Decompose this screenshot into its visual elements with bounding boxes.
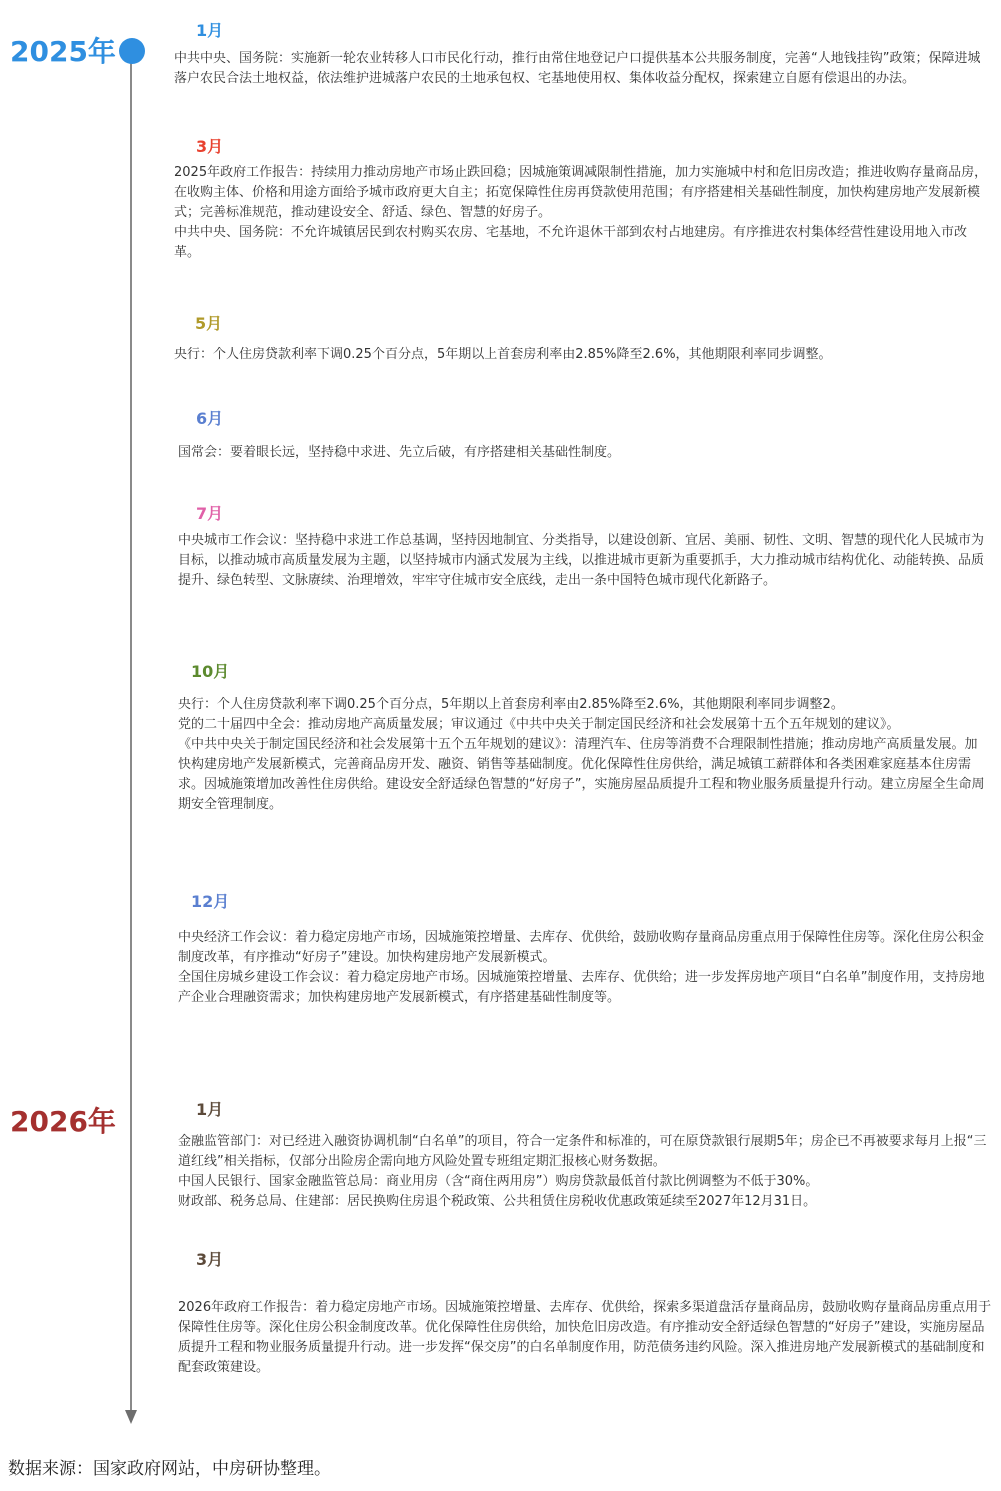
event-line: 国常会：要着眼长远，坚持稳中求进、先立后破，有序搭建相关基础性制度。	[178, 445, 621, 460]
event-line: 金融监管部门：对已经进入融资协调机制“白名单”的项目，符合一定条件和标准的，可在原贷款银行展期5年；房企已不再被要求每月上报“三道红线”相关指标，仅部分出险房企需向地方风险处置专班组定期汇报核心财务数据。	[178, 1134, 987, 1169]
month-label: 10月	[191, 662, 230, 681]
event-line: 中国人民银行、国家金融监管总局：商业用房（含“商住两用房”）购房贷款最低首付款比例调整为不低于30%。	[178, 1174, 819, 1189]
month-label: 1月	[196, 1100, 224, 1119]
event-line: 中共中央、国务院：不允许城镇居民到农村购买农房、宅基地，不允许退休干部到农村占地建房。有序推进农村集体经营性建设用地入市改革。	[174, 225, 968, 260]
event-line: 央行：个人住房贷款利率下调0.25个百分点，5年期以上首套房利率由2.85%降至2.6%，其他期限利率同步调整。	[174, 347, 832, 362]
event-line: 全国住房城乡建设工作会议：着力稳定房地产市场。因城施策控增量、去库存、优供给；进一步发挥房地产项目“白名单”制度作用，支持房地产企业合理融资需求；加快构建房地产发展新模式，有序搭建基础性制度等。	[178, 970, 985, 1005]
event-line: 中央城市工作会议：坚持稳中求进工作总基调，坚持因地制宜、分类指导，以建设创新、宜居、美丽、韧性、文明、智慧的现代化人民城市为目标，以推动城市高质量发展为主题，以坚持城市内涵式发展为主线，以推进城市更新为重要抓手，大力推动城市结构优化、动能转换、品质提升、绿色转型、文脉赓续、治理增效，牢牢守住城市安全底线，走出一条中国特色城市现代化新路子。	[178, 533, 985, 588]
month-label: 5月	[195, 314, 223, 333]
event-line: 央行：个人住房贷款利率下调0.25个百分点，5年期以上首套房利率由2.85%降至2.6%，其他期限利率同步调整2。	[178, 697, 844, 712]
year-label-2026: 2026年	[10, 1105, 116, 1138]
event-text	[178, 1132, 994, 1212]
event-text	[174, 49, 988, 89]
event-line: 财政部、税务总局、住建部：居民换购住房退个税政策、公共租赁住房税收优惠政策延续至2027年12月31日。	[178, 1194, 817, 1209]
year-label-2025: 2025年	[10, 35, 116, 68]
event-line: 党的二十届四中全会：推动房地产高质量发展；审议通过《中共中央关于制定国民经济和社会发展第十五个五年规划的建议》。	[178, 717, 900, 732]
event-line: 中共中央、国务院：实施新一轮农业转移人口市民化行动，推行由常住地登记户口提供基本公共服务制度，完善“人地钱挂钩”政策；保障进城落户农民合法土地权益，依法维护进城落户农民的土地承包权、宅基地使用权、集体收益分配权，探索建立自愿有偿退出的办法。	[174, 51, 981, 86]
event-line: 2025年政府工作报告：持续用力推动房地产市场止跌回稳；因城施策调减限制性措施，加力实施城中村和危旧房改造；推进收购存量商品房，在收购主体、价格和用途方面给予城市政府更大自主；拓宽保障性住房再贷款使用范围；有序搭建相关基础性制度，加快构建房地产发展新模式；完善标准规范，推动建设安全、舒适、绿色、智慧的好房子。	[174, 165, 988, 220]
event-line: 2026年政府工作报告：着力稳定房地产市场。因城施策控增量、去库存、优供给，探索多渠道盘活存量商品房，鼓励收购存量商品房重点用于保障性住房等。深化住房公积金制度改革。优化保障性住房供给，加快危旧房改造。有序推动安全舒适绿色智慧的“好房子”建设，实施房屋品质提升工程和物业服务质量提升行动。进一步发挥“保交房”的白名单制度作用，防范债务违约风险。深入推进房地产发展新模式的基础制度和配套政策建设。	[178, 1300, 992, 1375]
event-text	[174, 345, 988, 365]
event-text	[178, 695, 988, 815]
event-line: 中央经济工作会议：着力稳定房地产市场，因城施策控增量、去库存、优供给，鼓励收购存量商品房重点用于保障性住房等。深化住房公积金制度改革，有序推动“好房子”建设。加快构建房地产发展新模式。	[178, 930, 985, 965]
event-text	[178, 928, 988, 1008]
month-label: 6月	[196, 409, 224, 428]
event-line: 《中共中央关于制定国民经济和社会发展第十五个五年规划的建议》：清理汽车、住房等消费不合理限制性措施；推动房地产高质量发展。加快构建房地产发展新模式，完善商品房开发、融资、销售等基础制度。优化保障性住房供给，满足城镇工薪群体和各类困难家庭基本住房需求。因城施策增加改善性住房供给。建设安全舒适绿色智慧的“好房子”，实施房屋品质提升工程和物业服务质量提升行动。建立房屋全生命周期安全管理制度。	[178, 737, 985, 812]
timeline-arrow-icon	[125, 1410, 137, 1424]
event-text	[178, 443, 988, 463]
month-label: 1月	[196, 21, 224, 40]
month-label: 7月	[196, 504, 224, 523]
month-label: 12月	[191, 892, 230, 911]
event-text	[174, 163, 988, 263]
timeline-start-dot	[119, 38, 145, 64]
event-text	[178, 531, 988, 591]
event-text	[178, 1298, 994, 1378]
month-label: 3月	[196, 137, 224, 156]
month-label: 3月	[196, 1250, 224, 1269]
timeline-axis	[130, 50, 132, 1412]
data-source-note: 数据来源：国家政府网站，中房研协整理。	[8, 1459, 331, 1479]
